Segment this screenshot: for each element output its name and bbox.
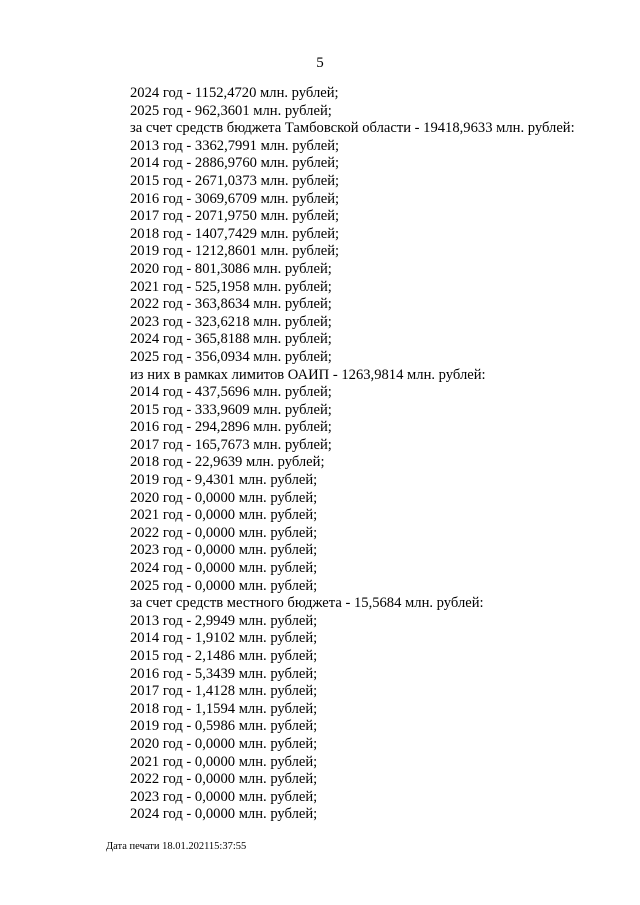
local-budget-heading: за счет средств местного бюджета - 15,5684 млн. рублей: <box>130 595 484 612</box>
regional-line-2017: 2017 год - 2071,9750 млн. рублей; <box>130 208 340 225</box>
oaip-line-2015: 2015 год - 333,9609 млн. рублей; <box>130 401 332 418</box>
local-line-2022: 2022 год - 0,0000 млн. рублей; <box>130 771 318 788</box>
regional-line-2021: 2021 год - 525,1958 млн. рублей; <box>130 278 332 295</box>
local-line-2020: 2020 год - 0,0000 млн. рублей; <box>130 735 318 752</box>
oaip-line-2018: 2018 год - 22,9639 млн. рублей; <box>130 454 325 471</box>
oaip-line-2020: 2020 год - 0,0000 млн. рублей; <box>130 489 318 506</box>
regional-line-2022: 2022 год - 363,8634 млн. рублей; <box>130 296 332 313</box>
local-line-2016: 2016 год - 5,3439 млн. рублей; <box>130 665 318 682</box>
regional-line-2013: 2013 год - 3362,7991 млн. рублей; <box>130 137 340 154</box>
oaip-line-2021: 2021 год - 0,0000 млн. рублей; <box>130 507 318 524</box>
regional-line-2014: 2014 год - 2886,9760 млн. рублей; <box>130 155 340 172</box>
regional-line-2019: 2019 год - 1212,8601 млн. рублей; <box>130 243 340 260</box>
regional-budget-heading: за счет средств бюджета Тамбовской области - 19418,9633 млн. рублей: <box>130 120 575 137</box>
regional-line-2025: 2025 год - 356,0934 млн. рублей; <box>130 348 332 365</box>
local-line-2014: 2014 год - 1,9102 млн. рублей; <box>130 630 318 647</box>
oaip-line-2014: 2014 год - 437,5696 млн. рублей; <box>130 384 332 401</box>
document-body <box>130 85 610 824</box>
regional-line-2024: 2024 год - 365,8188 млн. рублей; <box>130 331 332 348</box>
oaip-line-2016: 2016 год - 294,2896 млн. рублей; <box>130 419 332 436</box>
oaip-line-2023: 2023 год - 0,0000 млн. рублей; <box>130 542 318 559</box>
regional-line-2020: 2020 год - 801,3086 млн. рублей; <box>130 260 332 277</box>
local-line-2021: 2021 год - 0,0000 млн. рублей; <box>130 753 318 770</box>
funding-line-2025: 2025 год - 962,3601 млн. рублей; <box>130 102 332 119</box>
oaip-line-2019: 2019 год - 9,4301 млн. рублей; <box>130 472 318 489</box>
oaip-limits-heading: из них в рамках лимитов ОАИП - 1263,9814 млн. рублей: <box>130 366 486 383</box>
regional-line-2016: 2016 год - 3069,6709 млн. рублей; <box>130 190 340 207</box>
funding-line-2024: 2024 год - 1152,4720 млн. рублей; <box>130 85 339 101</box>
local-line-2018: 2018 год - 1,1594 млн. рублей; <box>130 700 318 717</box>
print-date: Дата печати 18.01.202115:37:55 <box>106 841 247 852</box>
oaip-line-2022: 2022 год - 0,0000 млн. рублей; <box>130 524 318 541</box>
oaip-line-2025: 2025 год - 0,0000 млн. рублей; <box>130 577 318 594</box>
regional-line-2015: 2015 год - 2671,0373 млн. рублей; <box>130 172 340 189</box>
oaip-line-2024: 2024 год - 0,0000 млн. рублей; <box>130 560 318 577</box>
regional-line-2023: 2023 год - 323,6218 млн. рублей; <box>130 313 332 330</box>
regional-line-2018: 2018 год - 1407,7429 млн. рублей; <box>130 225 340 242</box>
page-number: 5 <box>316 55 324 71</box>
local-line-2023: 2023 год - 0,0000 млн. рублей; <box>130 788 318 805</box>
local-line-2019: 2019 год - 0,5986 млн. рублей; <box>130 718 318 735</box>
oaip-line-2017: 2017 год - 165,7673 млн. рублей; <box>130 436 332 453</box>
local-line-2017: 2017 год - 1,4128 млн. рублей; <box>130 683 318 700</box>
local-line-2013: 2013 год - 2,9949 млн. рублей; <box>130 612 318 629</box>
local-line-2015: 2015 год - 2,1486 млн. рублей; <box>130 648 318 664</box>
local-line-2024: 2024 год - 0,0000 млн. рублей; <box>130 806 318 823</box>
